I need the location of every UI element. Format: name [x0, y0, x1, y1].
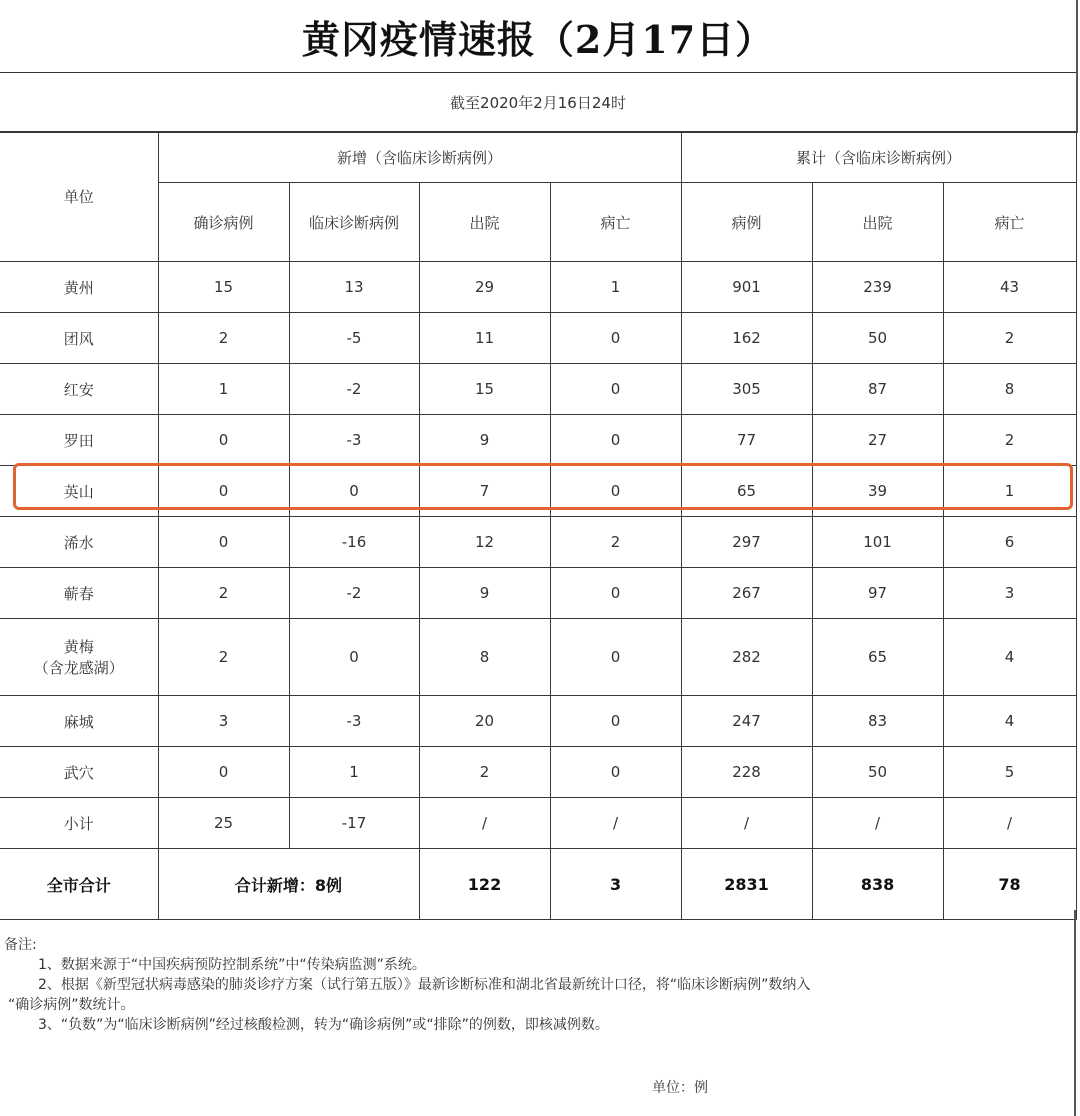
- table-cell: -17: [289, 798, 419, 849]
- note-item: 1、数据来源于“中国疾病预防控制系统”中“传染病监测”系统。: [38, 957, 426, 973]
- table-cell: -3: [289, 415, 419, 466]
- as-of-text: 截至2020年2月16日24时: [450, 93, 626, 112]
- title-band: [0, 0, 1078, 73]
- table-cell: 50: [812, 747, 943, 798]
- notes-heading: 备注:: [4, 937, 37, 953]
- region-label: 黄州: [63, 278, 94, 297]
- table-cell: 12: [419, 517, 550, 568]
- table-cell: 0: [550, 747, 681, 798]
- table-cell: 5: [943, 747, 1076, 798]
- total-cell: 122: [419, 849, 550, 920]
- table-cell: 7: [419, 466, 550, 517]
- col-new-confirmed: 确诊病例: [158, 183, 289, 262]
- table-cell: 247: [681, 696, 812, 747]
- region-label: 团风: [63, 329, 94, 348]
- table-cell: 15: [419, 364, 550, 415]
- note-item: 3、“负数”为“临床诊断病例”经过核酸检测，转为“确诊病例”或“排除”的例数，即核减例数。: [38, 1017, 609, 1033]
- table-cell: 43: [943, 262, 1076, 313]
- region-label: 红安: [63, 380, 94, 399]
- table-cell: /: [419, 798, 550, 849]
- region-label: 罗田: [63, 431, 94, 450]
- table-cell: /: [812, 798, 943, 849]
- table-cell: 2: [158, 619, 289, 696]
- table-cell: 0: [550, 619, 681, 696]
- region-label: 浠水: [63, 533, 94, 552]
- region-label: 麻城: [63, 712, 94, 731]
- table-row: [0, 262, 1076, 313]
- table-cell: 0: [550, 568, 681, 619]
- col-new-clinical: 临床诊断病例: [289, 183, 419, 262]
- table-cell: 27: [812, 415, 943, 466]
- table-row: [0, 798, 1076, 849]
- col-cum-deaths: 病亡: [943, 183, 1076, 262]
- table-cell: 901: [681, 262, 812, 313]
- table-cell: 65: [681, 466, 812, 517]
- table-row: [0, 313, 1076, 364]
- table-cell: 0: [158, 747, 289, 798]
- table-row: [0, 517, 1076, 568]
- table-cell: 8: [943, 364, 1076, 415]
- cum-group-header: 累计（含临床诊断病例）: [681, 132, 1076, 183]
- table-cell: 39: [812, 466, 943, 517]
- table-cell: 2: [943, 313, 1076, 364]
- table-cell: 0: [550, 364, 681, 415]
- total-cell: 3: [550, 849, 681, 920]
- table-cell: 50: [812, 313, 943, 364]
- region-name: [0, 568, 158, 619]
- note-item: “确诊病例”数统计。: [8, 997, 135, 1013]
- table-cell: 2: [158, 313, 289, 364]
- table-cell: 0: [550, 415, 681, 466]
- table-row: [0, 696, 1076, 747]
- table-cell: 97: [812, 568, 943, 619]
- table-cell: 4: [943, 619, 1076, 696]
- table-cell: -2: [289, 364, 419, 415]
- table-cell: 2: [419, 747, 550, 798]
- table-row: [0, 568, 1076, 619]
- total-cell: 78: [943, 849, 1076, 920]
- table-cell: 9: [419, 415, 550, 466]
- table-cell: 0: [158, 415, 289, 466]
- table-row: [0, 415, 1076, 466]
- table-cell: 0: [289, 619, 419, 696]
- table-row: [0, 466, 1076, 517]
- unit-header: 单位: [0, 132, 158, 262]
- table-cell: -2: [289, 568, 419, 619]
- table-cell: 87: [812, 364, 943, 415]
- region-name: [0, 696, 158, 747]
- table-row: [0, 364, 1076, 415]
- table-cell: -16: [289, 517, 419, 568]
- table-cell: 20: [419, 696, 550, 747]
- table-cell: 65: [812, 619, 943, 696]
- total-cell: 2831: [681, 849, 812, 920]
- table-cell: 13: [289, 262, 419, 313]
- table-cell: 0: [289, 466, 419, 517]
- region-name: [0, 313, 158, 364]
- table-row: [0, 619, 1076, 696]
- table-cell: 0: [158, 466, 289, 517]
- table-cell: 228: [681, 747, 812, 798]
- table-cell: 0: [158, 517, 289, 568]
- table-cell: 29: [419, 262, 550, 313]
- table-cell: 2: [158, 568, 289, 619]
- table-cell: 162: [681, 313, 812, 364]
- region-label: 小计: [63, 814, 94, 833]
- region-name: [0, 798, 158, 849]
- region-name: [0, 619, 158, 696]
- epidemic-table: [0, 131, 1077, 920]
- table-cell: /: [550, 798, 681, 849]
- table-cell: 101: [812, 517, 943, 568]
- table-cell: 4: [943, 696, 1076, 747]
- region-label: 武穴: [63, 763, 94, 782]
- total-label: 全市合计: [0, 849, 158, 920]
- note-item: 2、根据《新型冠状病毒感染的肺炎诊疗方案（试行第五版）》最新诊断标准和湖北省最新统计口径，将“临床诊断病例”数纳入: [38, 977, 811, 993]
- table-cell: 2: [550, 517, 681, 568]
- region-name: [0, 262, 158, 313]
- region-label: 英山: [63, 482, 94, 501]
- region-label: 蕲春: [63, 584, 94, 603]
- table-cell: 6: [943, 517, 1076, 568]
- region-name: [0, 415, 158, 466]
- report-title: 黄冈疫情速报（2月17日）: [301, 16, 775, 62]
- region-name: [0, 466, 158, 517]
- table-cell: 305: [681, 364, 812, 415]
- table-cell: 297: [681, 517, 812, 568]
- region-name: [0, 364, 158, 415]
- table-cell: 282: [681, 619, 812, 696]
- table-cell: -3: [289, 696, 419, 747]
- total-row: [0, 849, 1076, 920]
- col-cum-cases: 病例: [681, 183, 812, 262]
- table-cell: 239: [812, 262, 943, 313]
- col-new-discharged: 出院: [419, 183, 550, 262]
- table-row: [0, 747, 1076, 798]
- table-cell: 9: [419, 568, 550, 619]
- total-new: 合计新增：8例: [158, 849, 419, 920]
- table-cell: 11: [419, 313, 550, 364]
- table-cell: 2: [943, 415, 1076, 466]
- table-cell: 1: [289, 747, 419, 798]
- table-cell: 1: [158, 364, 289, 415]
- table-cell: 25: [158, 798, 289, 849]
- region-name: [0, 747, 158, 798]
- col-cum-discharged: 出院: [812, 183, 943, 262]
- table-cell: 3: [158, 696, 289, 747]
- table-cell: 8: [419, 619, 550, 696]
- region-sublabel: （含龙感湖）: [33, 659, 124, 677]
- table-cell: 267: [681, 568, 812, 619]
- table-cell: 0: [550, 313, 681, 364]
- col-new-deaths: 病亡: [550, 183, 681, 262]
- as-of-band: [0, 72, 1078, 133]
- table-cell: 0: [550, 466, 681, 517]
- table-cell: 1: [550, 262, 681, 313]
- region-label: 黄梅: [63, 638, 94, 656]
- table-cell: /: [943, 798, 1076, 849]
- notes-section: [0, 910, 1076, 1116]
- table-cell: 83: [812, 696, 943, 747]
- new-group-header: 新增（含临床诊断病例）: [158, 132, 681, 183]
- table-cell: /: [681, 798, 812, 849]
- table-cell: 1: [943, 466, 1076, 517]
- table-cell: 3: [943, 568, 1076, 619]
- table-cell: 0: [550, 696, 681, 747]
- table-cell: 77: [681, 415, 812, 466]
- unit-note: 单位：例: [652, 1080, 708, 1096]
- table-cell: -5: [289, 313, 419, 364]
- total-cell: 838: [812, 849, 943, 920]
- table-body: [0, 262, 1076, 849]
- table-cell: 15: [158, 262, 289, 313]
- region-name: [0, 517, 158, 568]
